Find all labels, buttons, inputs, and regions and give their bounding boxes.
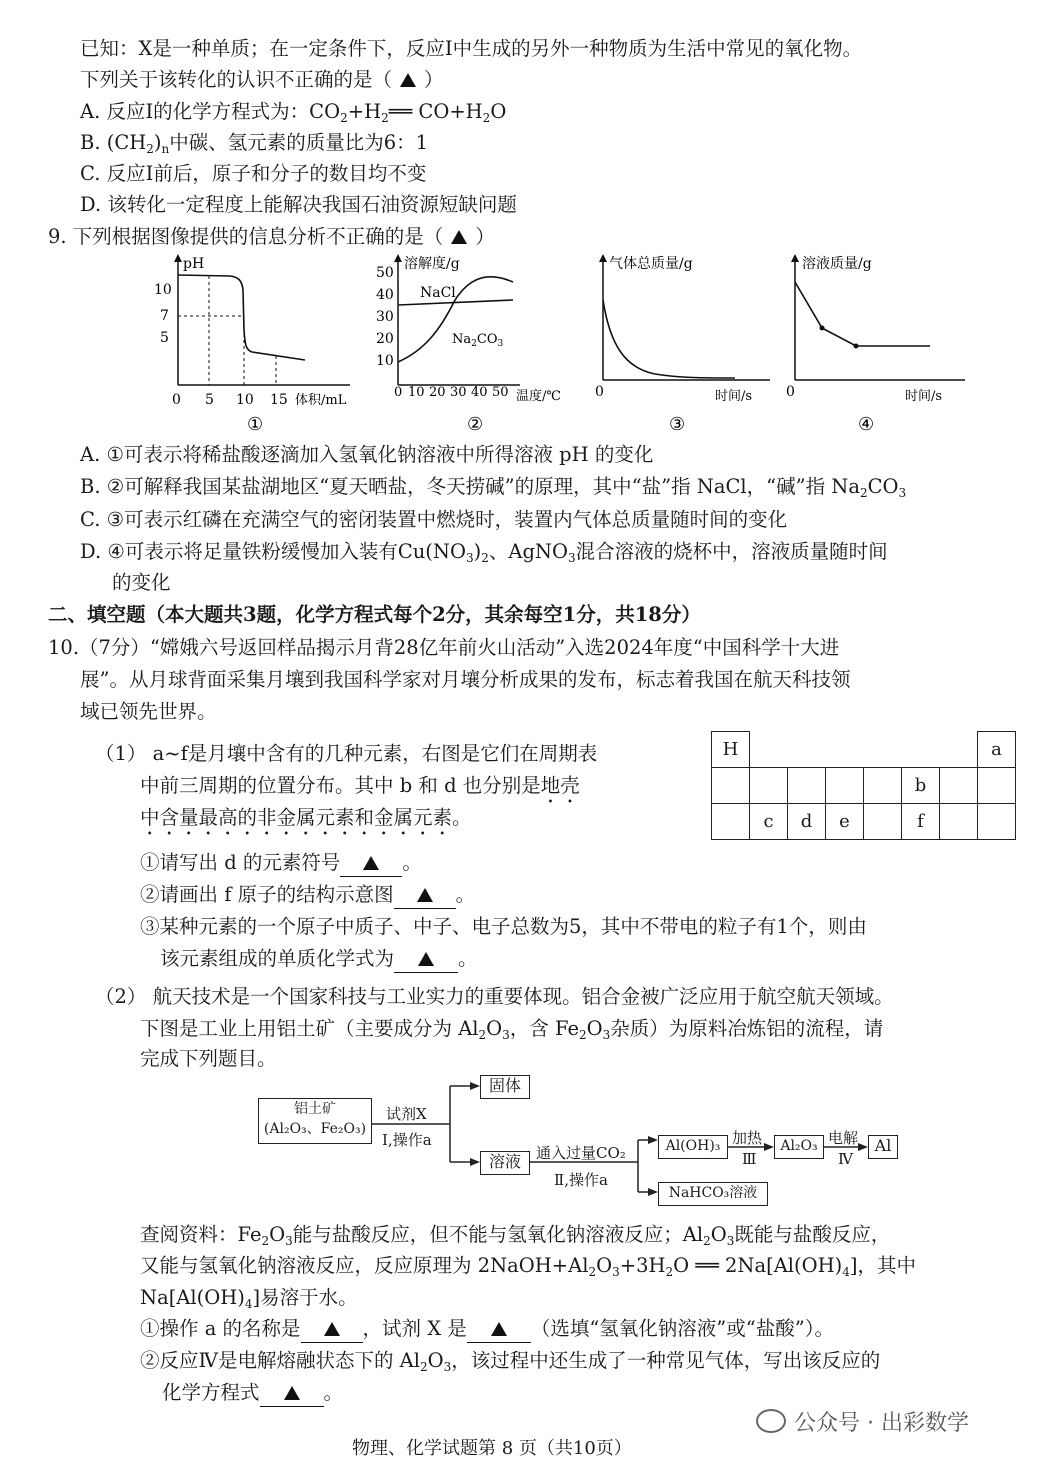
process-flow — [258, 1072, 908, 1212]
y-label: 气体总质量/g — [609, 256, 693, 272]
element-cell — [940, 804, 978, 840]
element-cell — [864, 804, 902, 840]
element-cell — [864, 768, 902, 804]
step-label: Ⅲ — [742, 1150, 757, 1168]
graph-solution-mass — [780, 250, 970, 440]
gas-mass-curve — [603, 300, 735, 378]
empty-space — [826, 732, 864, 768]
q8-option-a: A. 反应Ⅰ的化学方程式为：$CO_2+H_2══$ $CO+H_2O$ — [80, 100, 507, 125]
element-cell — [940, 768, 978, 804]
element-cell — [978, 768, 1016, 804]
q10-p1-line1: （1） a~f是月壤中含有的几种元素，右图是它们在周期表 — [95, 742, 598, 765]
x-tick: 30 — [450, 385, 467, 400]
step-label: Ⅳ — [838, 1150, 853, 1168]
ore-box: 铝土矿 (Al₂O₃、Fe₂O₃) — [258, 1098, 372, 1144]
x-tick: 50 — [492, 385, 509, 400]
q8-stem: 下列关于该转化的认识不正确的是（ ） — [80, 68, 444, 91]
y-arrow-icon — [394, 254, 402, 262]
y-label: pH — [183, 256, 205, 272]
q9-option-c: C. ③可表示红磷在充满空气的密闭装置中燃烧时，装置内气体总质量随时间的变化 — [80, 508, 788, 531]
graph-ph — [150, 250, 365, 440]
graph-number: ④ — [858, 414, 875, 435]
element-cell: H — [712, 732, 750, 768]
answer-blank[interactable] — [467, 1316, 531, 1343]
q10-line1: 10.（7分）“嫦娥六号返回样品揭示月背28亿年前火山活动”入选2024年度“中国科学十大进 — [48, 636, 840, 659]
element-cell: f — [902, 804, 940, 840]
answer-blank[interactable] — [394, 882, 456, 909]
page-footer: 物理、化学试题第 8 页（共10页） — [352, 1438, 632, 1459]
q10-p2-q2: ②反应Ⅳ是电解熔融状态下的 $Al_2O_3$，该过程中还生成了一种常见气体，写出该反应的 — [140, 1349, 881, 1374]
period-1 — [712, 732, 1016, 768]
q8-option-c: C. 反应Ⅰ前后，原子和分子的数目均不变 — [80, 162, 427, 185]
watermark: 公众号 · 出彩数学 — [756, 1406, 969, 1437]
na2co3-label: $Na_2CO_3$ — [452, 332, 504, 349]
y-arrow-icon — [599, 254, 607, 262]
x-tick: 0 — [172, 392, 181, 408]
graph-gas-mass — [585, 250, 775, 440]
reagent-label: 试剂X — [386, 1105, 427, 1123]
empty-space — [788, 732, 826, 768]
q10-p2-line1: （2） 航天技术是一个国家科技与工业实力的重要体现。铝合金被广泛应用于航空航天领域。 — [95, 985, 894, 1008]
arrow-head-icon — [470, 1158, 480, 1166]
q8-option-d: D. 该转化一定程度上能解决我国石油资源短缺问题 — [80, 193, 517, 216]
answer-blank[interactable] — [260, 1380, 324, 1407]
y-tick: 50 — [376, 265, 394, 281]
q8-option-b: B. $(CH_2)_n$中碳、氢元素的质量比为6：1 — [80, 131, 429, 156]
y-arrow-icon — [174, 254, 182, 262]
nacl-label: NaCl — [420, 285, 456, 301]
y-arrow-icon — [791, 254, 799, 262]
answer-triangle-icon — [400, 73, 416, 87]
x-label: 时间/s — [905, 389, 943, 404]
element-cell — [788, 768, 826, 804]
q10-line3: 域已领先世界。 — [80, 700, 217, 723]
answer-triangle-icon — [491, 1322, 507, 1336]
empty-space — [750, 732, 788, 768]
x-label: 温度/℃ — [516, 389, 561, 404]
co2-label: 通入过量CO₂ — [536, 1144, 626, 1162]
q10-p1-line2: 中前三周期的位置分布。其中 b 和 d 也分别是地壳 — [140, 774, 580, 797]
graph-solubility — [370, 250, 585, 440]
graph-number: ① — [247, 414, 264, 435]
answer-blank[interactable] — [394, 946, 458, 973]
answer-triangle-icon — [324, 1322, 340, 1336]
answer-blank[interactable] — [340, 850, 402, 877]
electrolysis-label: 电解 — [828, 1129, 859, 1147]
nahco3-box: NaHCO₃溶液 — [658, 1182, 768, 1206]
y-tick: 20 — [376, 331, 394, 347]
answer-blank[interactable] — [301, 1316, 363, 1343]
period-3 — [712, 804, 1016, 840]
al-box: Al — [868, 1135, 898, 1159]
empty-space — [902, 732, 940, 768]
q10-p1-q2: ②请画出 f 原子的结构示意图 。 — [140, 882, 475, 909]
element-cell — [826, 768, 864, 804]
origin-label: 0 — [786, 384, 795, 400]
q8-intro: 已知：X是一种单质；在一定条件下，反应Ⅰ中生成的另外一种物质为生活中常见的氧化物。 — [80, 37, 863, 60]
y-tick: 40 — [376, 287, 394, 303]
q9-option-a: A. ①可表示将稀盐酸逐滴加入氢氧化钠溶液中所得溶液 pH 的变化 — [80, 443, 654, 466]
arrow-head-icon — [648, 1136, 658, 1144]
element-cell: d — [788, 804, 826, 840]
element-cell — [750, 768, 788, 804]
graph-number: ② — [467, 414, 484, 435]
q10-p2-q1: ①操作 a 的名称是 ，试剂 X 是 （选填“氢氧化钠溶液”或“盐酸”）。 — [140, 1316, 834, 1343]
aloh3-box: Al(OH)₃ — [658, 1135, 728, 1159]
q10-p1-q3-line2: 该元素组成的单质化学式为 。 — [160, 946, 478, 973]
period-2 — [712, 768, 1016, 804]
ref-line1: 查阅资料：$Fe_2O_3$能与盐酸反应，但不能与氢氧化钠溶液反应；$Al_2O_3$既能与盐酸反应， — [140, 1223, 891, 1248]
x-tick: 15 — [270, 392, 288, 408]
origin-label: 0 — [595, 384, 604, 400]
answer-triangle-icon — [418, 952, 434, 966]
x-tick: 0 — [394, 385, 403, 400]
solution-mass-curve — [795, 282, 930, 346]
solution-box: 溶液 — [480, 1151, 530, 1175]
empty-space — [940, 732, 978, 768]
element-cell: a — [978, 732, 1016, 768]
answer-triangle-icon — [284, 1386, 300, 1400]
x-label: 时间/s — [715, 389, 753, 404]
graph-number: ③ — [669, 414, 686, 435]
q10-p1-q1: ①请写出 d 的元素符号 。 — [140, 850, 422, 877]
element-cell — [712, 768, 750, 804]
q10-line2: 展”。从月球背面采集月壤到我国科学家对月壤分析成果的发布，标志着我国在航天科技领 — [80, 668, 851, 691]
q10-p1-q3-line1: ③某种元素的一个原子中质子、中子、电子总数为5，其中不带电的粒子有1个，则由 — [140, 915, 867, 938]
y-tick: 30 — [376, 309, 394, 325]
empty-space — [864, 732, 902, 768]
solid-box: 固体 — [480, 1075, 530, 1099]
q10-p2-q2-cont: 化学方程式 。 — [162, 1380, 343, 1407]
answer-triangle-icon — [363, 856, 379, 870]
q10-p2-line2: 下图是工业上用铝土矿（主要成分为 $Al_2O_3$，含 $Fe_2O_3$杂质）为原料冶炼铝的流程，请 — [140, 1017, 884, 1042]
y-tick: 10 — [376, 353, 394, 369]
periodic-table — [711, 731, 1016, 840]
x-tick: 40 — [471, 385, 488, 400]
heat-label: 加热 — [732, 1129, 763, 1147]
y-tick: 10 — [154, 282, 172, 298]
element-cell: b — [902, 768, 940, 804]
wechat-icon — [756, 1409, 786, 1433]
arrow-head-icon — [764, 1143, 774, 1151]
q9-option-d: D. ④可表示将足量铁粉缓慢加入装有$Cu(NO_3)_2$、AgNO$_3$混合溶液的烧杯中，溶液质量随时间 — [80, 540, 888, 565]
operation-label: Ⅱ,操作a — [554, 1171, 608, 1189]
q10-p2-line3: 完成下列题目。 — [140, 1047, 277, 1070]
arrow-head-icon — [858, 1143, 868, 1151]
answer-triangle-icon — [417, 888, 433, 902]
q9-stem: 9. 下列根据图像提供的信息分析不正确的是（ ） — [48, 225, 495, 248]
x-label: 体积/mL — [295, 393, 347, 408]
answer-triangle-icon — [451, 230, 467, 244]
ref-line3: $Na[Al(OH)_4]$易溶于水。 — [140, 1286, 358, 1311]
x-tick: 10 — [408, 385, 425, 400]
operation-label: Ⅰ,操作a — [382, 1131, 432, 1149]
turning-point — [820, 326, 825, 331]
element-cell: c — [750, 804, 788, 840]
element-cell — [978, 804, 1016, 840]
x-tick: 20 — [429, 385, 446, 400]
ph-curve — [178, 275, 305, 360]
y-label: 溶液质量/g — [802, 256, 872, 272]
x-tick: 10 — [236, 392, 254, 408]
y-tick: 7 — [160, 308, 169, 324]
ref-line2: 又能与氢氧化钠溶液反应，反应原理为 $2NaOH+Al_2O_3+3H_2O$ ══ $2Na[Al(OH)_4]$，其中 — [140, 1254, 916, 1279]
element-cell — [712, 804, 750, 840]
y-tick: 5 — [160, 330, 169, 346]
element-cell: e — [826, 804, 864, 840]
turning-point — [854, 344, 859, 349]
arrow-head-icon — [470, 1082, 480, 1090]
y-label: 溶解度/g — [404, 256, 460, 272]
q10-p1-line3: 中含量最高的非金属元素和金属元素。 — [140, 806, 472, 829]
q9-option-d-cont: 的变化 — [112, 571, 171, 594]
al2o3-box: Al₂O₃ — [774, 1135, 824, 1159]
x-tick: 5 — [205, 392, 214, 408]
section-title: 二、填空题（本大题共3题，化学方程式每个2分，其余每空1分，共18分） — [48, 603, 701, 626]
arrow-head-icon — [648, 1188, 658, 1196]
q9-option-b: B. ②可解释我国某盐湖地区“夏天晒盐，冬天捞碱”的原理，其中“盐”指 NaCl，“碱”指 $Na_2CO_3$ — [80, 475, 907, 500]
